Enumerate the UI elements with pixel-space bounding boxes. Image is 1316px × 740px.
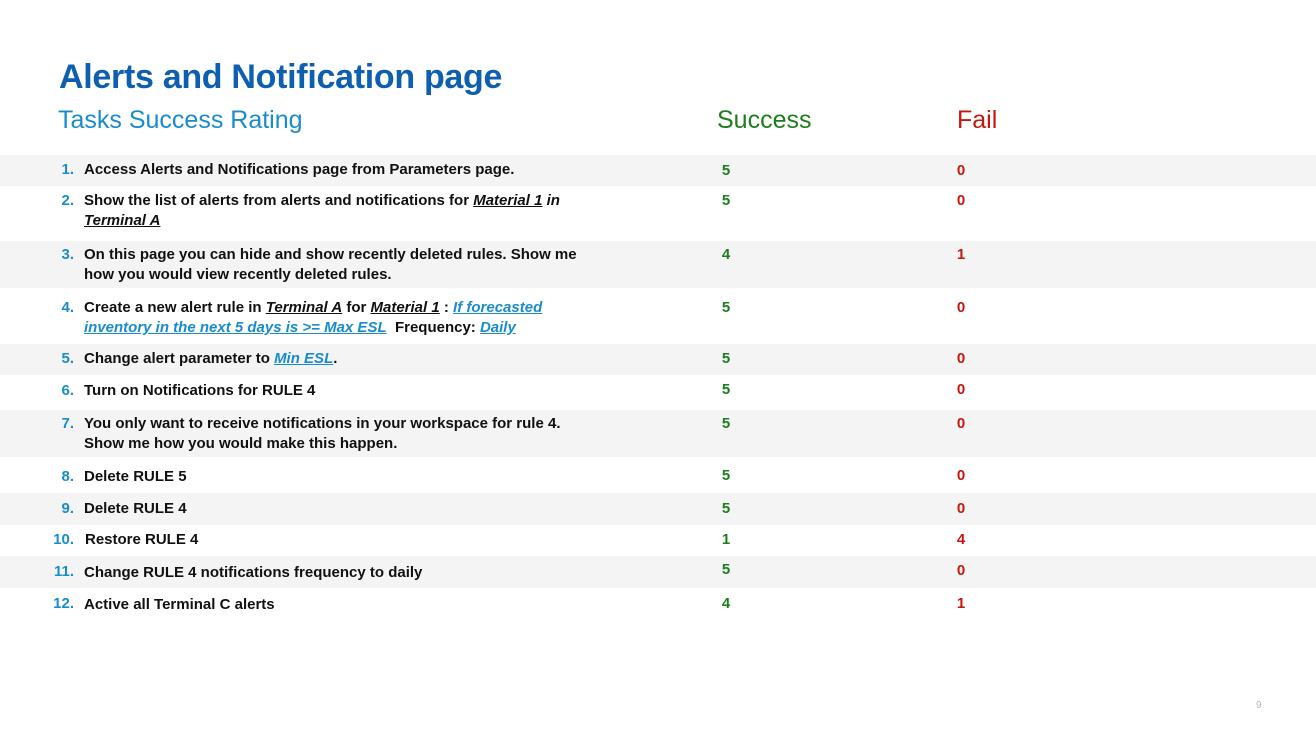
task-number: 9.	[61, 500, 74, 517]
success-count: 5	[721, 192, 731, 209]
success-count: 5	[721, 415, 731, 432]
success-count: 5	[721, 381, 731, 398]
task-text: On this page you can hide and show recently deleted rules. Show me how you would view recently deleted rules.	[84, 246, 577, 283]
task-number: 1.	[61, 161, 74, 178]
fail-count: 0	[956, 299, 966, 316]
task-text: Delete RULE 5	[84, 468, 187, 485]
task-row-9	[0, 493, 1316, 525]
frequency-link: Daily	[479, 319, 516, 336]
fail-count: 0	[956, 192, 966, 209]
task-row-3	[0, 241, 1316, 288]
success-count: 4	[721, 595, 731, 612]
fail-count: 0	[956, 381, 966, 398]
material-reference: Material 1	[473, 192, 543, 209]
task-row-4	[0, 288, 1316, 344]
success-column-header: Success	[717, 106, 812, 134]
fail-count: 0	[956, 162, 966, 179]
task-number: 3.	[61, 246, 74, 263]
task-text: Show the list of alerts from alerts and notifications for Material 1 in Terminal A	[84, 192, 560, 229]
task-number: 5.	[61, 350, 74, 367]
success-count: 5	[721, 299, 731, 316]
success-count: 5	[721, 350, 731, 367]
task-row-11	[0, 556, 1316, 588]
task-number: 7.	[61, 415, 74, 432]
fail-count: 1	[956, 246, 966, 263]
task-text: Change alert parameter to Min ESL.	[84, 350, 338, 367]
fail-count: 4	[956, 531, 966, 548]
task-text: Turn on Notifications for RULE 4	[84, 382, 316, 399]
success-count: 4	[721, 246, 731, 263]
success-count: 5	[721, 561, 731, 578]
task-row-2	[0, 186, 1316, 241]
success-count: 5	[721, 162, 731, 179]
material-reference: Material 1	[370, 299, 440, 316]
task-number: 6.	[61, 382, 74, 399]
task-row-6	[0, 375, 1316, 410]
section-subtitle: Tasks Success Rating	[58, 106, 303, 134]
terminal-reference: Terminal A	[265, 299, 343, 316]
fail-count: 0	[956, 415, 966, 432]
fail-column-header: Fail	[957, 106, 998, 134]
task-text: Access Alerts and Notifications page from Parameters page.	[84, 161, 515, 178]
task-row-1	[0, 155, 1316, 186]
task-text: You only want to receive notifications in your workspace for rule 4. Show me how you would make this happen.	[84, 415, 561, 452]
success-count: 1	[721, 531, 731, 548]
fail-count: 0	[956, 562, 966, 579]
task-text: Create a new alert rule in Terminal A for Material 1 : If forecasted inventory in the next 5 days is >= Max ESL Frequency: Daily	[84, 299, 543, 336]
terminal-reference: Terminal A	[84, 212, 161, 229]
task-text: Active all Terminal C alerts	[84, 596, 275, 613]
success-count: 5	[721, 500, 731, 517]
fail-count: 0	[956, 467, 966, 484]
task-row-12	[0, 588, 1316, 620]
task-text: Restore RULE 4	[85, 531, 199, 548]
task-number: 2.	[61, 192, 74, 209]
page-number: 9	[1256, 700, 1262, 711]
min-esl-link: Min ESL	[274, 350, 334, 367]
task-number: 12.	[53, 595, 74, 612]
task-text: Delete RULE 4	[84, 500, 187, 517]
task-number: 10.	[53, 531, 74, 548]
fail-count: 0	[956, 500, 966, 517]
task-row-10	[0, 525, 1316, 556]
task-row-5	[0, 344, 1316, 375]
fail-count: 0	[956, 350, 966, 367]
page-title: Alerts and Notification page	[59, 58, 503, 96]
task-number: 4.	[61, 299, 74, 316]
task-text: Change RULE 4 notifications frequency to daily	[84, 564, 423, 581]
task-number: 11.	[53, 563, 74, 580]
fail-count: 1	[956, 595, 966, 612]
task-number: 8.	[61, 468, 74, 485]
task-row-7	[0, 410, 1316, 457]
success-count: 5	[721, 467, 731, 484]
rule-condition-link: If forecasted inventory in the next 5 days is >= Max ESL	[84, 299, 543, 336]
task-row-8	[0, 457, 1316, 493]
